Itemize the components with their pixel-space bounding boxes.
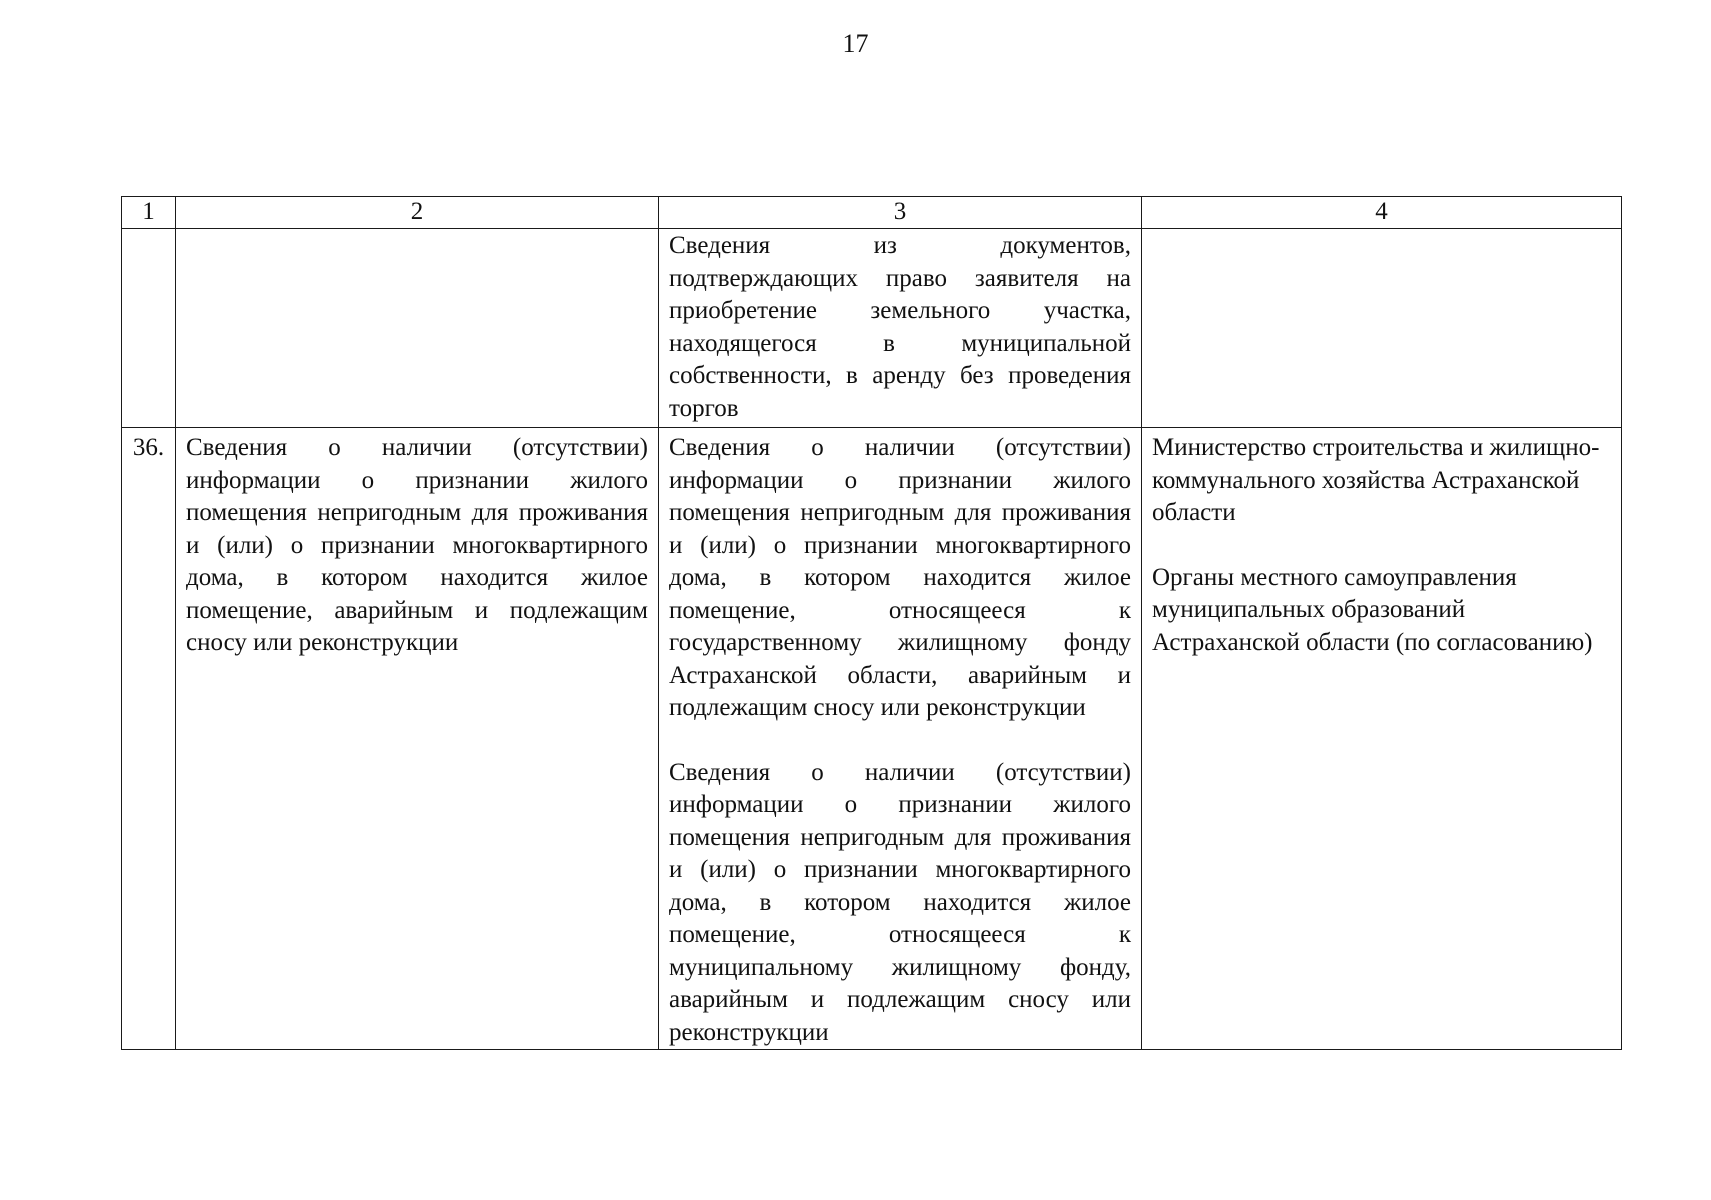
info-cell: Сведения о наличии (отсутствии) информации о признании жилого помещения непригодным для проживания и (или) о признании многоквартирного дома, в котором находится жилое помещение, аварийным и подлежащим сносу или реконструкции [176,428,659,1050]
row-number-cell [122,229,176,428]
row-number-cell: 36. [122,428,176,1050]
column-header-2: 2 [176,197,659,229]
services-table [121,196,1622,1050]
providers-cell [1142,428,1622,1050]
table-row [122,428,1622,1050]
documents-cell [659,229,1142,428]
document-paragraph: Сведения о наличии (отсутствии) информации о признании жилого помещения непригодным для проживания и (или) о признании многоквартирного дома, в котором находится жилое помещение, относящееся к государственному жилищному фонду Астраханской области, аварийным и подлежащим сносу или реконструкции [669,434,1131,721]
column-header-4: 4 [1142,197,1622,229]
table-header-row [122,197,1622,229]
info-cell [176,229,659,428]
page-number: 17 [842,29,869,58]
provider-paragraph: Органы местного самоуправления муниципальных образований Астраханской области (по согласованию) [1152,563,1593,656]
documents-cell [659,428,1142,1050]
column-header-1: 1 [122,197,176,229]
providers-cell [1142,229,1622,428]
document-paragraph: Сведения из документов, подтверждающих право заявителя на приобретение земельного участка, находящегося в муниципальной собственности, в аренду без проведения торгов [669,232,1131,422]
provider-paragraph: Министерство строительства и жилищно-коммунального хозяйства Астраханской области [1152,434,1600,526]
table-row [122,229,1622,428]
document-paragraph: Сведения о наличии (отсутствии) информации о признании жилого помещения непригодным для проживания и (или) о признании многоквартирного дома, в котором находится жилое помещение, относящееся к муниципальному жилищному фонду, аварийным и подлежащим сносу или реконструкции [669,758,1131,1046]
column-header-3: 3 [659,197,1142,229]
